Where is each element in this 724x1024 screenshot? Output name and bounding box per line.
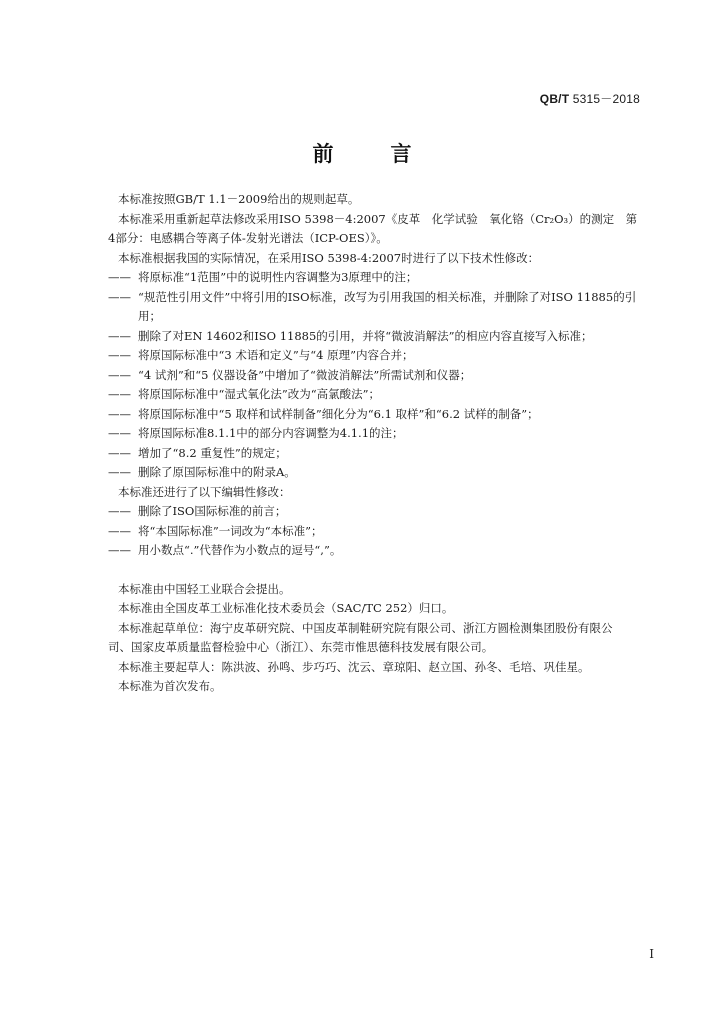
list-item [108, 366, 658, 386]
list-item-text: 用小数点“.”代替作为小数点的逗号“,”。 [138, 543, 342, 557]
list-item-text: 删除了对EN 14602和ISO 11885的引用，并将“微波消解法”的相应内容直接写入标准； [138, 328, 593, 343]
page-title: 前 言 [312, 142, 430, 166]
list-item-text: 将原国际标准8.1.1中的部分内容调整为4.1.1的注； [138, 426, 404, 440]
closing-drafters: 本标准主要起草人：陈洪波、孙鸣、步巧巧、沈云、章琼阳、赵立国、孙冬、毛培、巩佳星。 [118, 659, 590, 674]
closing-committee: 本标准由全国皮革工业标准化技术委员会（SAC/TC 252）归口。 [118, 601, 454, 615]
dash-marker: —— [108, 426, 131, 440]
dash-marker: —— [108, 406, 131, 421]
closing-block [108, 580, 658, 697]
closing-proposer: 本标准由中国轻工业联合会提出。 [118, 581, 291, 596]
dash-marker: —— [108, 504, 131, 518]
dash-marker: —— [108, 270, 131, 284]
list-item-text: 增加了“8.2 重复性”的规定； [138, 445, 287, 460]
intro-line-adoption-cont: 4部分：电感耦合等离子体-发射光谱法（ICP-OES）》。 [108, 231, 388, 245]
list-item-text: 将“本国际标准”一词改为“本标准”； [138, 523, 323, 538]
list-item-text: “4 试剂”和“5 仪器设备”中增加了“微波消解法”所需试剂和仪器； [138, 367, 472, 382]
page-number: I [649, 947, 654, 961]
list-item [108, 424, 658, 444]
editorial-changes-list [108, 502, 658, 561]
standard-code [540, 90, 640, 107]
standard-code-number: 5315－2018 [572, 92, 640, 106]
list-item-text: 删除了原国际标准中的附录A。 [138, 465, 296, 479]
closing-drafting-units: 本标准起草单位：海宁皮革研究院、中国皮革制鞋研究院有限公司、浙江方圆检测集团股份有限公 [118, 620, 613, 635]
dash-marker: —— [108, 289, 131, 304]
editorial-intro: 本标准还进行了以下编辑性修改： [118, 484, 291, 499]
closing-drafting-units-cont: 司、国家皮革质量监督检验中心（浙江）、东莞市惟思德科技发展有限公司。 [108, 640, 494, 654]
standard-code-prefix: QB/T [539, 92, 570, 106]
list-item-text: 将原国际标准中“湿式氧化法”改为“高氯酸法”； [138, 387, 381, 401]
intro-line-drafting-rule: 本标准按照GB/T 1.1－2009给出的规则起草。 [118, 192, 360, 206]
list-item [108, 444, 658, 464]
list-item [108, 522, 658, 542]
technical-changes-list [108, 268, 658, 483]
list-item [108, 385, 658, 405]
list-item [108, 405, 658, 425]
list-item [108, 541, 658, 561]
spacer [108, 561, 658, 580]
list-item [108, 463, 658, 483]
list-item-text: 将原标准“1范围”中的说明性内容调整为3原理中的注； [138, 270, 418, 284]
list-item [108, 502, 658, 522]
intro-line-adoption: 本标准采用重新起草法修改采用ISO 5398－4:2007《皮革 化学试验 氧化铬（Cr₂O₃）的测定 第 [118, 211, 638, 226]
list-item-text: 将原国际标准中“3 术语和定义”与“4 原理”内容合并； [138, 348, 414, 362]
list-item [108, 327, 658, 347]
list-item-text: 删除了ISO国际标准的前言； [138, 504, 287, 518]
dash-marker: —— [108, 445, 131, 460]
list-item [108, 346, 658, 366]
list-item-text: 将原国际标准中“5 取样和试样制备”细化分为“6.1 取样”和“6.2 试样的制备”； [138, 406, 539, 421]
list-item [108, 288, 658, 327]
closing-first-issue: 本标准为首次发布。 [118, 679, 222, 693]
list-item-text: “规范性引用文件”中将引用的ISO标准，改写为引用我国的相关标准，并删除了对ISO 11885的引用； [138, 289, 637, 323]
dash-marker: —— [108, 543, 131, 557]
intro-block [108, 190, 658, 697]
dash-marker: —— [108, 348, 131, 362]
dash-marker: —— [108, 465, 131, 479]
dash-marker: —— [108, 328, 131, 343]
list-item [108, 268, 658, 288]
dash-marker: —— [108, 367, 131, 382]
dash-marker: —— [108, 523, 131, 538]
dash-marker: —— [108, 387, 131, 401]
intro-line-technical-intro: 本标准根据我国的实际情况，在采用ISO 5398-4:2007时进行了以下技术性修改： [118, 250, 540, 265]
